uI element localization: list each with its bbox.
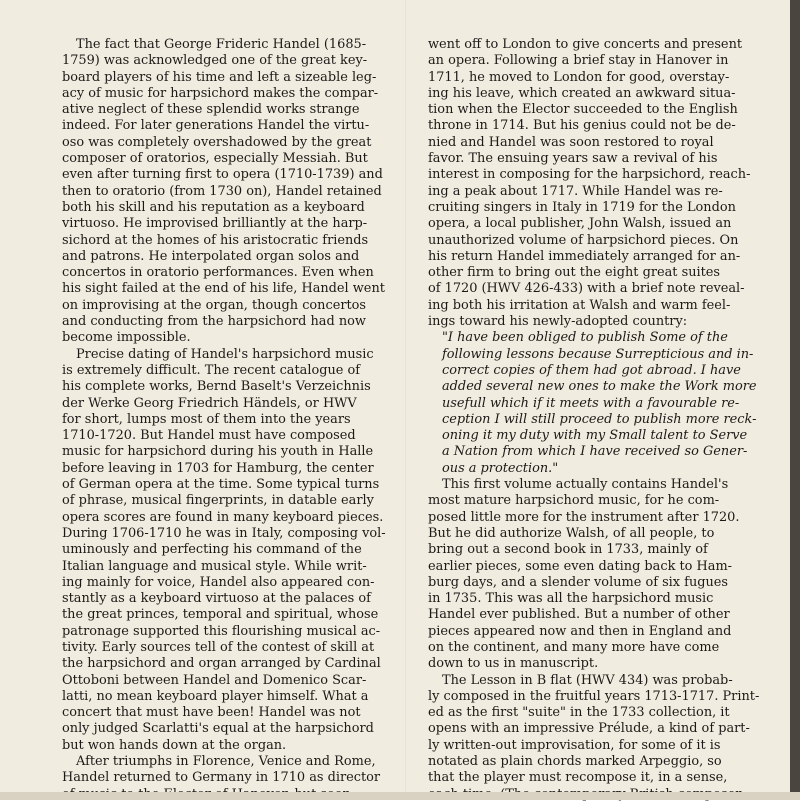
right-column-line: of 1720 (HWV 426-433) with a brief note reveal- (428, 281, 745, 297)
left-column-line: music for harpsichord during his youth in Halle (62, 444, 374, 460)
left-column-line: 1710-1720. But Handel must have composed (62, 428, 356, 444)
right-column-line: ing both his irritation at Walsh and warm feel- (428, 297, 731, 313)
right-column-line: that the player must recompose it, in a sense, (428, 770, 728, 786)
right-column-line: 1711, he moved to London for good, overstay- (428, 69, 730, 85)
left-column-line: stantly as a keyboard virtuoso at the palaces of (62, 591, 371, 607)
right-column-line: Handel ever published. But a number of other (428, 607, 730, 623)
left-column-line: board players of his time and left a sizeable leg- (62, 69, 377, 85)
right-column-line: down to us in manuscript. (428, 656, 599, 672)
left-column-line: and patrons. He interpolated organ solos and (62, 248, 360, 264)
right-column-line: The Lesson in B flat (HWV 434) was probab- (442, 672, 733, 688)
right-column-line: "I have been obliged to publish Some of the (442, 330, 728, 346)
right-column-line: most mature harpsichord music, for he com- (428, 493, 720, 509)
right-column-line: a Nation from which I have received so Gener- (442, 444, 748, 460)
left-column-line: opera scores are found in many keyboard pieces. (62, 509, 384, 525)
left-column-line: his complete works, Bernd Baselt's Verzeichnis (62, 379, 371, 395)
right-column-line: ception I will still proceed to publish more reck- (442, 411, 757, 427)
left-column-line: tivity. Early sources tell of the contest of skill at (62, 639, 375, 655)
left-column-line: for short, lumps most of them into the years (62, 411, 351, 427)
right-column-line: ings toward his newly-adopted country: (428, 314, 688, 330)
left-column-line: even after turning first to opera (1710-1739) and (62, 167, 383, 183)
right-column-line: on the continent, and many more have come (428, 639, 720, 655)
right-column-line: favor. The ensuing years saw a revival of his (428, 151, 718, 167)
right-column-line: interest in composing for the harpsichord, reach- (428, 167, 751, 183)
right-column-line: usefull which if it meets with a favourable re- (442, 395, 740, 411)
right-column-line: went off to London to give concerts and present (428, 37, 743, 52)
left-column-line: The fact that George Frideric Handel (1685- (76, 37, 367, 52)
left-column-line: indeed. For later generations Handel the virtu- (62, 118, 370, 134)
right-column-line: cruiting singers in Italy in 1719 for the London (428, 199, 736, 215)
left-column-line: is extremely difficult. The recent catalogue of (62, 362, 361, 378)
left-column-line: 1759) was acknowledged one of the great key- (62, 53, 368, 69)
right-column-line: pieces appeared now and then in England and (428, 623, 732, 639)
right-column-line: added several new ones to make the Work more (442, 379, 757, 395)
right-column-line: opera, a local publisher, John Walsh, issued an (428, 216, 732, 232)
right-column-line: ous a protection." (442, 460, 559, 476)
left-column-line: sichord at the homes of his aristocratic friends (62, 232, 369, 248)
left-column-line: oso was completely overshadowed by the great (62, 134, 372, 150)
right-text-column (428, 37, 760, 803)
right-column-line: But he did authorize Walsh, of all people, to (428, 525, 715, 541)
left-column-line: patronage supported this flourishing musical ac- (62, 623, 381, 639)
right-column-line: posed little more for the instrument after 1720. (428, 509, 740, 525)
left-column-line: before leaving in 1703 for Hamburg, the center (62, 460, 374, 476)
scan-edge-right (790, 0, 800, 800)
left-column-line: his sight failed at the end of his life, Handel went (62, 281, 385, 297)
right-column-line: ing a peak about 1717. While Handel was re- (428, 183, 723, 199)
left-column-line: concert that must have been! Handel was not (62, 705, 361, 721)
left-column-line: Italian language and musical style. While writ- (62, 558, 367, 574)
left-column-line: Precise dating of Handel's harpsichord music (76, 346, 374, 362)
left-column-line: on improvising at the organ, though concertos (62, 297, 367, 313)
right-column-line: throne in 1714. But his genius could not be de- (428, 118, 736, 134)
left-column-line: virtuoso. He improvised brilliantly at the harp- (62, 216, 368, 232)
left-column-line: both his skill and his reputation as a keyboard (62, 199, 365, 215)
left-column-line: Handel returned to Germany in 1710 as director (62, 770, 381, 786)
left-column-line: ative neglect of these splendid works strange (62, 102, 360, 118)
right-column-line: ly composed in the fruitful years 1713-1717. Print- (428, 688, 760, 704)
right-column-line: bring out a second book in 1733, mainly of (428, 542, 708, 558)
right-column-line: earlier pieces, some even dating back to Ham- (428, 558, 733, 574)
right-column-line: his return Handel immediately arranged for an- (428, 248, 741, 264)
left-column-line: ing mainly for voice, Handel also appeared con- (62, 574, 375, 590)
left-column-line: During 1706-1710 he was in Italy, composing vol- (62, 525, 386, 541)
right-column-line: an opera. Following a brief stay in Hanover in (428, 53, 729, 69)
left-column-line: but won hands down at the organ. (62, 737, 287, 753)
page-gutter (405, 0, 406, 792)
right-column-line: in 1735. This was all the harpsichord music (428, 591, 714, 607)
scan-edge-bottom (0, 792, 800, 800)
left-column-line: of phrase, musical fingerprints, in datable early (62, 493, 374, 509)
right-column-line: ed as the first "suite" in the 1733 collection, it (428, 705, 730, 721)
left-column-line: composer of oratorios, especially Messiah. But (62, 151, 368, 167)
left-column-line: acy of music for harpsichord makes the compar- (62, 85, 379, 101)
left-text-column (62, 37, 386, 803)
left-column-line: der Werke Georg Friedrich Händels, or HWV (62, 395, 357, 411)
left-column-line: latti, no mean keyboard player himself. What a (62, 688, 369, 704)
right-column-line: correct copies of them had got abroad. I have (442, 362, 741, 378)
left-column-line: After triumphs in Florence, Venice and Rome, (76, 754, 376, 770)
left-column-line: and conducting from the harpsichord had now (62, 314, 366, 330)
left-column-line: Ottoboni between Handel and Domenico Scar- (62, 672, 367, 688)
right-column-line: following lessons because Surrepticious and in- (442, 346, 754, 362)
right-column-line: tion when the Elector succeeded to the English (428, 102, 738, 118)
left-column-line: only judged Scarlatti's equal at the harpsichord (62, 721, 374, 737)
right-column-line: This first volume actually contains Handel's (442, 477, 729, 493)
right-column-line: other firm to bring out the eight great suites (428, 265, 721, 281)
left-column-line: the great princes, temporal and spiritual, whose (62, 607, 379, 623)
left-column-line: uminously and perfecting his command of the (62, 542, 362, 558)
right-column-line: oning it my duty with my Small talent to Serve (442, 428, 748, 444)
right-column-line: burg days, and a slender volume of six fugues (428, 574, 729, 590)
right-column-line: ly written-out improvisation, for some of it is (428, 737, 721, 753)
left-column-line: then to oratorio (from 1730 on), Handel retained (62, 183, 382, 199)
left-column-line: become impossible. (62, 330, 191, 346)
left-column-line: the harpsichord and organ arranged by Cardinal (62, 656, 381, 672)
right-column-line: opens with an impressive Prélude, a kind of part- (428, 721, 750, 737)
right-column-line: unauthorized volume of harpsichord pieces. On (428, 232, 739, 248)
right-column-line: ing his leave, which created an awkward situa- (428, 85, 736, 101)
left-column-line: of German opera at the time. Some typical turns (62, 477, 380, 493)
right-column-line: notated as plain chords marked Arpeggio, so (428, 754, 722, 770)
right-column-line: nied and Handel was soon restored to royal (428, 134, 714, 150)
left-column-line: concertos in oratorio performances. Even when (62, 265, 374, 281)
